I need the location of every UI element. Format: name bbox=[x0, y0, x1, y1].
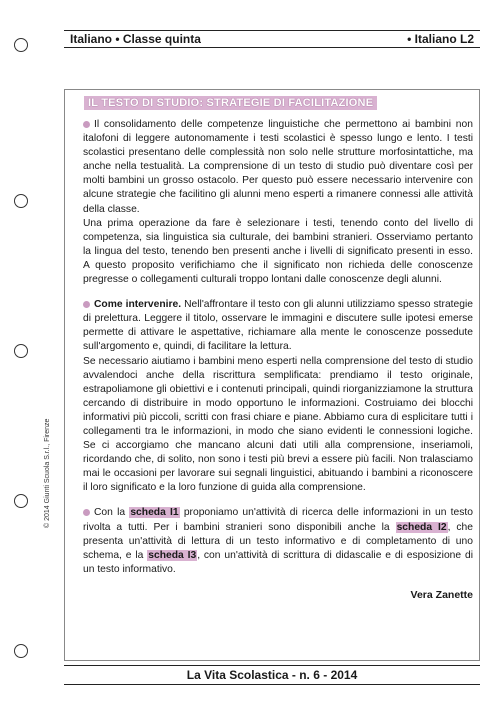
bullet-icon bbox=[83, 121, 90, 128]
bullet-icon bbox=[83, 301, 90, 308]
page-header bbox=[64, 30, 480, 48]
bullet-icon bbox=[83, 509, 90, 516]
binder-hole-2 bbox=[14, 194, 28, 208]
header-subject: Italiano • Classe quinta bbox=[70, 32, 201, 46]
paragraph-3: Con la scheda I1 proponiamo un'attività di ricerca delle informazioni in un testo rivolta a tutti. Per i bambini stranieri sono disponibili anche la scheda I2, che presenta un'attività di lettura di un testo informativo e di completamento di uno schema, e la scheda I3, con un'attività di scrittura di didascalie e di esposizione di un testo informativo. bbox=[83, 507, 474, 575]
article-body bbox=[83, 118, 473, 602]
binder-hole-1 bbox=[14, 38, 28, 52]
binder-hole-4 bbox=[14, 494, 28, 508]
paragraph-2: Come intervenire. Nell'affrontare il testo con gli alunni utilizziamo spesso strategie di prelettura. Leggere il titolo, osservare le immagini e discutere sulle ipotesi emerse permette di attivare le aspettative, richiamare alla mente le conoscenze possedute sull'argomento e, quindi, di facilitare la lettura. Se necessario aiutiamo i bambini meno esperti nella comprensione del testo di studio avvalendoci anche della riscrittura semplificata: prendiamo il testo originale, estrapoliamone gli obiettivi e i contenuti principali, quindi riorganizziamone la struttura cercando di distribuire in modo opportuno le informazioni. Costruiamo dei blocchi informativi più piccoli, scritti con frasi chiare e piane. Abbiamo cura di esplicitare tutti i collegamenti tra le informazioni, in modo che siano evidenti le connessioni logiche. Se ci accorgiamo che mancano alcuni dati utili alla comprensione, inseriamoli, ricordando che, di solito, non sono i testi più brevi a essere più facili. Non tralasciamo mai le occasioni per lavorare sui segnali linguistici, abituando i bambini a riconoscere il loro significato e la loro funzione di guida alla comprensione. bbox=[83, 299, 473, 494]
scheda-i2-highlight: scheda I2 bbox=[396, 521, 447, 533]
author-signature: Vera Zanette bbox=[410, 588, 473, 601]
header-section: • Italiano L2 bbox=[407, 32, 474, 46]
article-box bbox=[64, 89, 480, 661]
copyright-note: © 2014 Giunti Scuola S.r.l., Firenze bbox=[44, 418, 51, 528]
scheda-i3-highlight: scheda I3 bbox=[148, 549, 197, 561]
worksheet-page bbox=[64, 28, 480, 688]
scheda-i1-highlight: scheda I1 bbox=[130, 507, 179, 519]
binder-hole-5 bbox=[14, 644, 28, 658]
section-title: IL TESTO DI STUDIO: STRATEGIE DI FACILITAZIONE bbox=[84, 96, 377, 110]
binder-hole-3 bbox=[14, 344, 28, 358]
paragraph-1: Il consolidamento delle competenze linguistiche che permettono ai bambini non italofoni di leggere autonomamente i testi scolastici è spesso lungo e lento. I testi scolastici presentano delle complessità non solo nelle strutture morfosintattiche, ma anche nella testualità. La comprensione di un testo di studio può diventare così per molti bambini un grosso ostacolo. Per questo può essere necessario intervenire con alcune strategie che facilitino gli alunni meno esperti a rimanere connessi alle attività della classe. Una prima operazione da fare è selezionare i testi, tenendo conto del livello di competenza, sia linguistica sia culturale, dei bambini stranieri. Osserviamo pertanto la lingua del testo, tenendo ben presenti anche i livelli di significato presenti in esso. A questo proposito verifichiamo che il significato non richieda delle conoscenze pregresse o collegamenti culturali troppo lontani dalle conoscenze degli alunni. bbox=[83, 119, 473, 286]
page-footer: La Vita Scolastica - n. 6 - 2014 bbox=[64, 665, 480, 685]
